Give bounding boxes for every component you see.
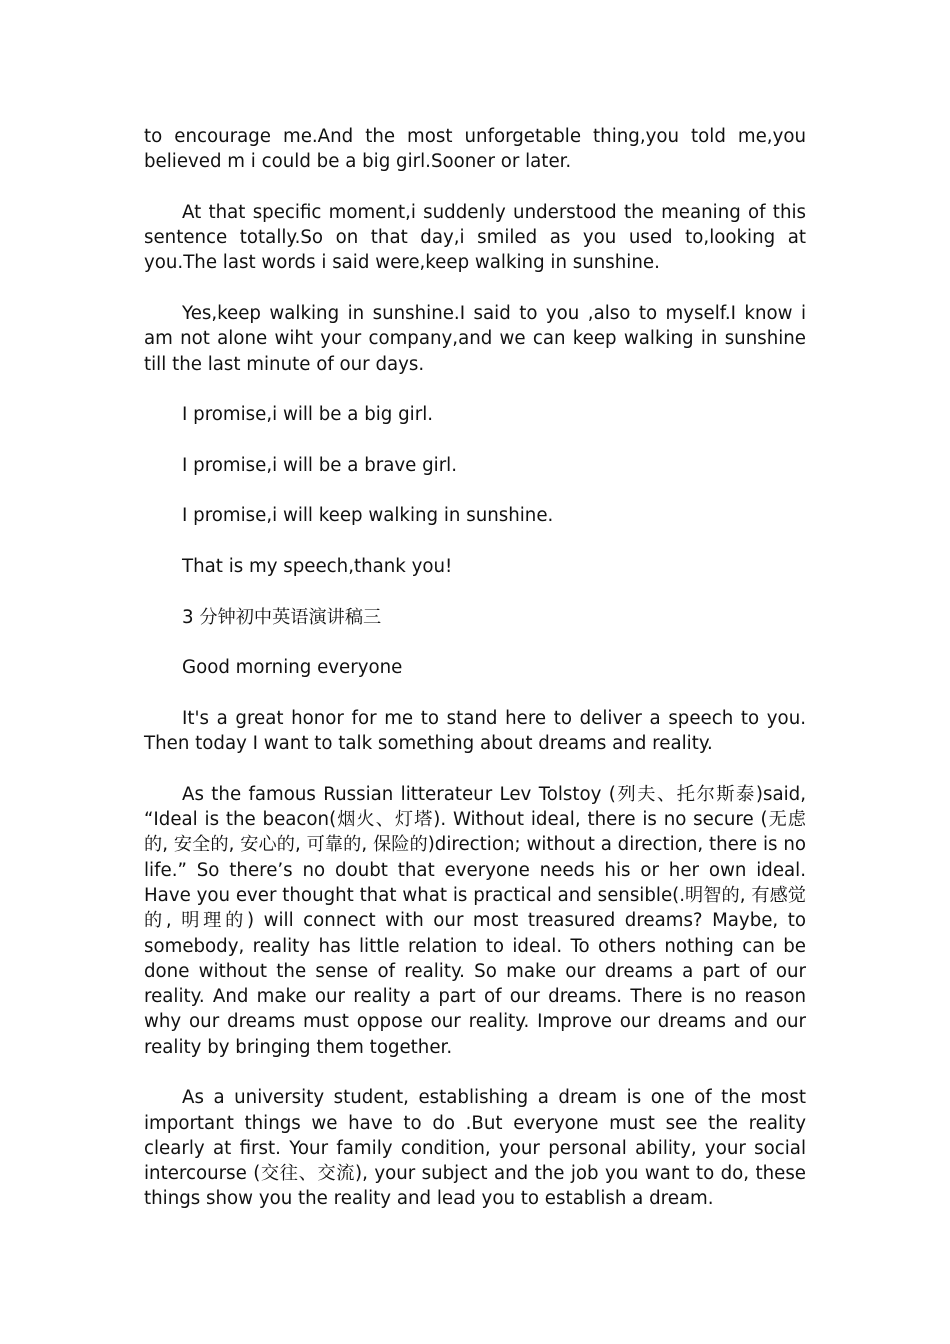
paragraph-keep-walking: Yes,keep walking in sunshine.I said to you ,also to myself.I know i am not alone wiht your company,and we can keep walking in sunshine till the last minute of our days. xyxy=(144,303,806,375)
paragraph-introduction: It's a great honor for me to stand here to deliver a speech to you. Then today I want to talk something about dreams and reality. xyxy=(144,707,806,755)
section-heading: 3 分钟初中英语演讲稿三 xyxy=(182,606,382,628)
paragraph-greeting: Good morning everyone xyxy=(182,657,403,679)
paragraph-thank-you: That is my speech,thank you! xyxy=(182,556,453,578)
paragraph-promise-sunshine: I promise,i will keep walking in sunshine. xyxy=(182,505,554,527)
paragraph-specific-moment: At that specific moment,i suddenly understood the meaning of this sentence totally.So on that day,i smiled as you used to,looking at you.The last words i said were,keep walking in sunshine. xyxy=(144,201,806,274)
paragraph-promise-brave-girl: I promise,i will be a brave girl. xyxy=(182,454,458,476)
paragraph-tolstoy-quote: As the famous Russian litterateur Lev Tolstoy (列夫、托尔斯泰)said, “Ideal is the beacon(烟火、灯塔). Without ideal, there is no secure (无虑的, 安全的, 安心的, 可靠的, 保险的)direction; without a direction, there is no life.” So there’s no doubt that everyone needs his or her own ideal. Have you ever thought that what is practical and sensible(.明智的, 有感觉的, 明理的) will connect with our most treasured dreams? Maybe, to somebody, reality has little relation to ideal. To others nothing can be done without the sense of reality. So make our dreams a part of our reality. And make our reality a part of our dreams. There is no reason why our dreams must oppose our reality. Improve our dreams and our reality by bringing them together. xyxy=(144,783,806,1058)
paragraph-promise-big-girl: I promise,i will be a big girl. xyxy=(182,404,434,426)
paragraph-university-student: As a university student, establishing a dream is one of the most important things we have to do .But everyone must see the reality clearly at first. Your family condition, your personal ability, your social intercourse (交往、交流), your subject and the job you want to do, these things show you the reality and lead you to establish a dream. xyxy=(144,1087,806,1210)
document-page xyxy=(144,124,806,1237)
paragraph-continuation: to encourage me.And the most unforgetable thing,you told me,you believed m i could be a big girl.Sooner or later. xyxy=(144,126,806,173)
